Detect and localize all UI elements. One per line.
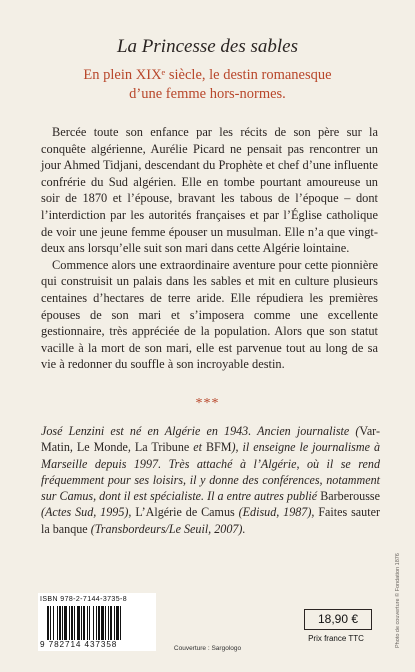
cover-credit: Couverture : Sargologo: [173, 645, 242, 652]
barcode-icon: [47, 606, 151, 640]
bio-segment: (Edisud, 1987),: [234, 505, 319, 520]
book-subtitle: [40, 66, 375, 104]
bio-segment: ,: [127, 440, 135, 455]
synopsis-paragraph-2: Commence alors une extraordinaire aventure pour cette pionnière qui construisit un palais dans les sables et mit en culture plusieurs centaines d’hectares de terre aride. Elle répudiera les premières épouses de son mari et s’imposera comme une excellente gestionnaire, très appréciée de la population. Alors que son statut vacille à la mort de son mari, elle est parvenue tout au long de sa vie à redonner du souffle à son incroyable destin.: [41, 257, 378, 372]
bio-segment: et: [189, 440, 206, 455]
isbn-number: ISBN 978-2-7144-3735-8: [40, 596, 128, 603]
subtitle-line-2: d’une femme hors-normes.: [129, 86, 286, 102]
photo-credit-vertical: Photo de couverture © Fondation 1876: [395, 553, 401, 648]
bio-segment: Var-Matin: [41, 424, 380, 455]
bio-segment: Le Monde: [76, 440, 128, 455]
bio-segment: BFM: [205, 440, 232, 455]
subtitle-line-1: En plein XIXᵉ siècle, le destin romanesque: [83, 67, 332, 83]
bio-segment: José Lenzini est né en Algérie en 1943. Ancien journaliste (: [41, 424, 360, 438]
bio-segment: L’Algérie de Camus: [135, 505, 235, 520]
price-box: 18,90 €: [304, 609, 372, 630]
synopsis-paragraph-1: Bercée toute son enfance par les récits de son père sur la conquête algérienne, Aurélie Picard ne pensait pas rencontrer un jour Ahmed Tidjani, descendant du Prophète et chef d’une influente confrérie du Sud algérien. Elle en tombe pourtant amoureuse un soir de 1870 et l’épouse, bravant les tabous de l’époque – dont l’interdiction par les autorités françaises et par l’Église catholique de voir une jeune femme épouser un musulman. Elle n’a que vingt-deux ans lorsqu’elle suit son mari dans cette Algérie lointaine.: [41, 125, 378, 256]
bio-segment: ), il enseigne le journalisme à Marseille depuis 1997. Très attaché à l’Algérie, où il se rend fréquemment pour ses loisirs, il y donne des conférences, notamment sur Camus, dont il est spécialiste. Il a entre autres publié: [41, 440, 381, 504]
book-title: La Princesse des sables: [116, 36, 298, 57]
section-separator: ***: [195, 396, 220, 411]
bio-segment: (Transbordeurs/Le Seuil, 2007).: [87, 521, 246, 536]
author-bio: [41, 423, 380, 537]
bio-segment: La Tribune: [134, 440, 190, 455]
bio-segment: (Actes Sud, 1995),: [41, 505, 136, 520]
synopsis: [41, 124, 378, 373]
price-note: Prix france TTC: [308, 634, 364, 643]
barcode-digits: 9 782714 437358: [40, 640, 118, 649]
bio-segment: ,: [69, 440, 77, 455]
author-bio-text: [41, 423, 380, 537]
bio-segment: Barberousse: [320, 489, 380, 504]
bio-segment: Faites sauter la banque: [41, 505, 380, 536]
